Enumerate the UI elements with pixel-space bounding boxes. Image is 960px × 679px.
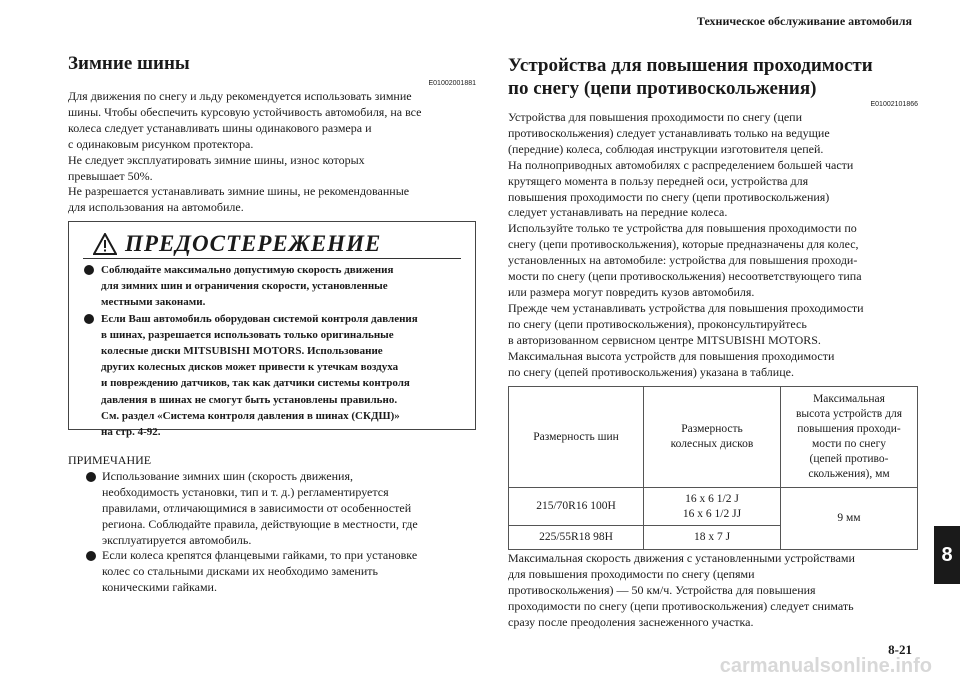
text-line: Максимальная	[813, 393, 885, 405]
text-line: и повреждению датчиков, так как датчики системы контроля	[101, 377, 410, 390]
text-line: колес со стальными дисками их необходимо заменить	[102, 564, 378, 579]
text-line: сразу после преодоления заснеженного участка.	[508, 614, 754, 629]
warning-box	[68, 221, 476, 439]
text-line: повышения проходимости по снегу (цепи противоскольжения)	[508, 189, 830, 204]
text-line: Устройства для повышения проходимости по снегу (цепи	[508, 110, 803, 124]
text-line: на стр. 4-92.	[101, 426, 161, 439]
bullet-icon	[84, 265, 94, 275]
warning-header	[93, 230, 381, 258]
text-line: (передние) колеса, соблюдая инструкции изготовителя цепей.	[508, 141, 824, 156]
table-cell: 225/55R18 98H	[509, 526, 644, 550]
text-line: Для движения по снегу и льду рекомендуется использовать зимние	[68, 89, 412, 103]
table-cell: 18 x 7 J	[644, 526, 781, 550]
text-line: давления в шинах не смогут быть установлены правильно.	[101, 393, 398, 406]
text-line: или размера могут повредить кузов автомобиля.	[508, 284, 755, 299]
text-line: высота устройств для	[796, 408, 902, 420]
text-line: колесные диски MITSUBISHI MOTORS. Использование	[101, 345, 383, 358]
table-cell-max-height: 9 мм	[781, 488, 918, 550]
text-line: Использование зимних шин (скорость движения,	[102, 468, 353, 483]
text-line: установленных на автомобиле: устройства для повышения проходи-	[508, 253, 858, 268]
text-line: 16 x 6 1/2 J	[685, 492, 739, 505]
text-line: Максимальная скорость движения с установленными устройствами	[508, 551, 855, 565]
text-line: (цепей противо-	[809, 453, 889, 465]
text-line: по снегу (цепей противоскольжения) указана в таблице.	[508, 364, 794, 379]
text-line: шины. Чтобы обеспечить курсовую устойчивость автомобиля, на все	[68, 104, 422, 119]
text-line: колесных дисков	[670, 438, 754, 450]
text-line: в авторизованном сервисном центре MITSUBISHI MOTORS.	[508, 332, 821, 347]
text-line: снегу (цепи противоскольжения), которые предназначены для колес,	[508, 237, 859, 252]
warning-triangle-icon	[93, 233, 117, 255]
text-line: для использования на автомобиле.	[68, 200, 244, 215]
note-label: ПРИМЕЧАНИЕ	[68, 453, 152, 467]
text-line: скольжения), мм	[808, 468, 890, 480]
header-tire-size: Размерность шин	[509, 387, 644, 488]
text-line: крутящего момента в пользу передней оси, устройства для	[508, 173, 809, 188]
text-line: противоскольжения) следует устанавливать только на ведущие	[508, 125, 830, 140]
table-header-row	[509, 387, 918, 488]
text-line: противоскольжения) — 50 км/ч. Устройства для повышения	[508, 582, 816, 597]
note-section	[68, 453, 476, 596]
warning-item	[81, 311, 465, 441]
text-line: эксплуатируется автомобиль.	[102, 532, 252, 547]
text-line: по снегу (цепи противоскольжения), проконсультируйтесь	[508, 316, 807, 331]
page-number: 8-21	[888, 642, 912, 657]
header-rim-size	[644, 387, 781, 488]
note-item	[68, 548, 476, 596]
text-line: Используйте только те устройства для повышения проходимости по	[508, 221, 857, 236]
traction-code: E01002101866	[870, 101, 918, 108]
text-line: для зимних шин и ограничения скорости, установленные	[101, 280, 388, 293]
text-line: Если Ваш автомобиль оборудован системой контроля давления	[101, 312, 418, 325]
text-line: мости по снегу	[811, 438, 887, 450]
text-line: в шинах, разрешается использовать только оригинальные	[101, 328, 394, 341]
bullet-icon	[84, 314, 94, 324]
text-line: На полноприводных автомобилях с распределением большей части	[508, 157, 854, 172]
warning-list	[81, 262, 465, 440]
text-line: Соблюдайте максимально допустимую скорость движения	[101, 264, 394, 276]
text-line: Не следует эксплуатировать зимние шины, износ которых	[68, 152, 365, 167]
text-line: других колесных дисков может привести к утечкам воздуха	[101, 361, 399, 374]
text-line: необходимость установки, тип и т. д.) регламентируется	[102, 484, 389, 499]
bullet-icon	[86, 472, 96, 482]
text-line: Максимальная высота устройств для повышения проходимости	[508, 348, 835, 363]
text-line: коническими гайками.	[102, 580, 217, 595]
warning-item	[81, 262, 465, 311]
text-line: для повышения проходимости по снегу (цепями	[508, 566, 755, 581]
text-line: с одинаковым рисунком протектора.	[68, 136, 254, 151]
running-header: Техническое обслуживание автомобиля	[696, 14, 912, 28]
winter-tires-title: Зимние шины	[68, 53, 190, 74]
traction-title-line-1: Устройства для повышения проходимости	[508, 55, 873, 76]
text-line: следует устанавливать на передние колеса.	[508, 205, 728, 220]
traction-title-line-2: по снегу (цепи противоскольжения)	[508, 78, 817, 99]
note-item	[68, 469, 476, 549]
text-line: 16 x 6 1/2 JJ	[682, 507, 742, 520]
text-line: правилами, отличающимися в зависимости от особенностей	[102, 500, 412, 515]
traction-after-text	[508, 551, 918, 631]
text-line: превышает 50%.	[68, 168, 153, 183]
text-line: повышения проходи-	[797, 423, 901, 435]
text-line: Прежде чем устанавливать устройства для повышения проходимости	[508, 300, 864, 315]
header-max-height	[781, 387, 918, 488]
text-line: местными законами.	[101, 296, 206, 309]
chapter-tab: 8	[934, 526, 960, 584]
traction-text	[508, 110, 918, 380]
text-line: проходимости по снегу (цепи противоскольжения) следует снимать	[508, 598, 854, 613]
text-line: См. раздел «Система контроля давления в шинах (СКДШ)»	[101, 409, 400, 422]
winter-tires-text	[68, 89, 476, 216]
table-row	[509, 488, 918, 526]
winter-tires-code: E01002001881	[428, 80, 476, 87]
spec-table	[508, 386, 918, 550]
text-line: региона. Соблюдайте правила, действующие в местности, где	[102, 516, 418, 531]
warning-title: ПРЕДОСТЕРЕЖЕНИЕ	[125, 231, 382, 256]
text-line: колеса следует устанавливать шины одинакового размера и	[68, 120, 372, 135]
watermark: carmanualsonline.info	[719, 655, 932, 677]
table-cell: 215/70R16 100H	[509, 488, 644, 526]
text-line: Если колеса крепятся фланцевыми гайками, то при установке	[102, 548, 418, 563]
text-line: Размерность	[681, 423, 743, 435]
warning-divider	[83, 258, 461, 259]
text-line: мости по снегу (цепи противоскольжения) несоответствующего типа	[508, 269, 862, 284]
text-line: Не разрешается устанавливать зимние шины, не рекомендованные	[68, 184, 410, 199]
bullet-icon	[86, 551, 96, 561]
table-cell	[644, 488, 781, 526]
